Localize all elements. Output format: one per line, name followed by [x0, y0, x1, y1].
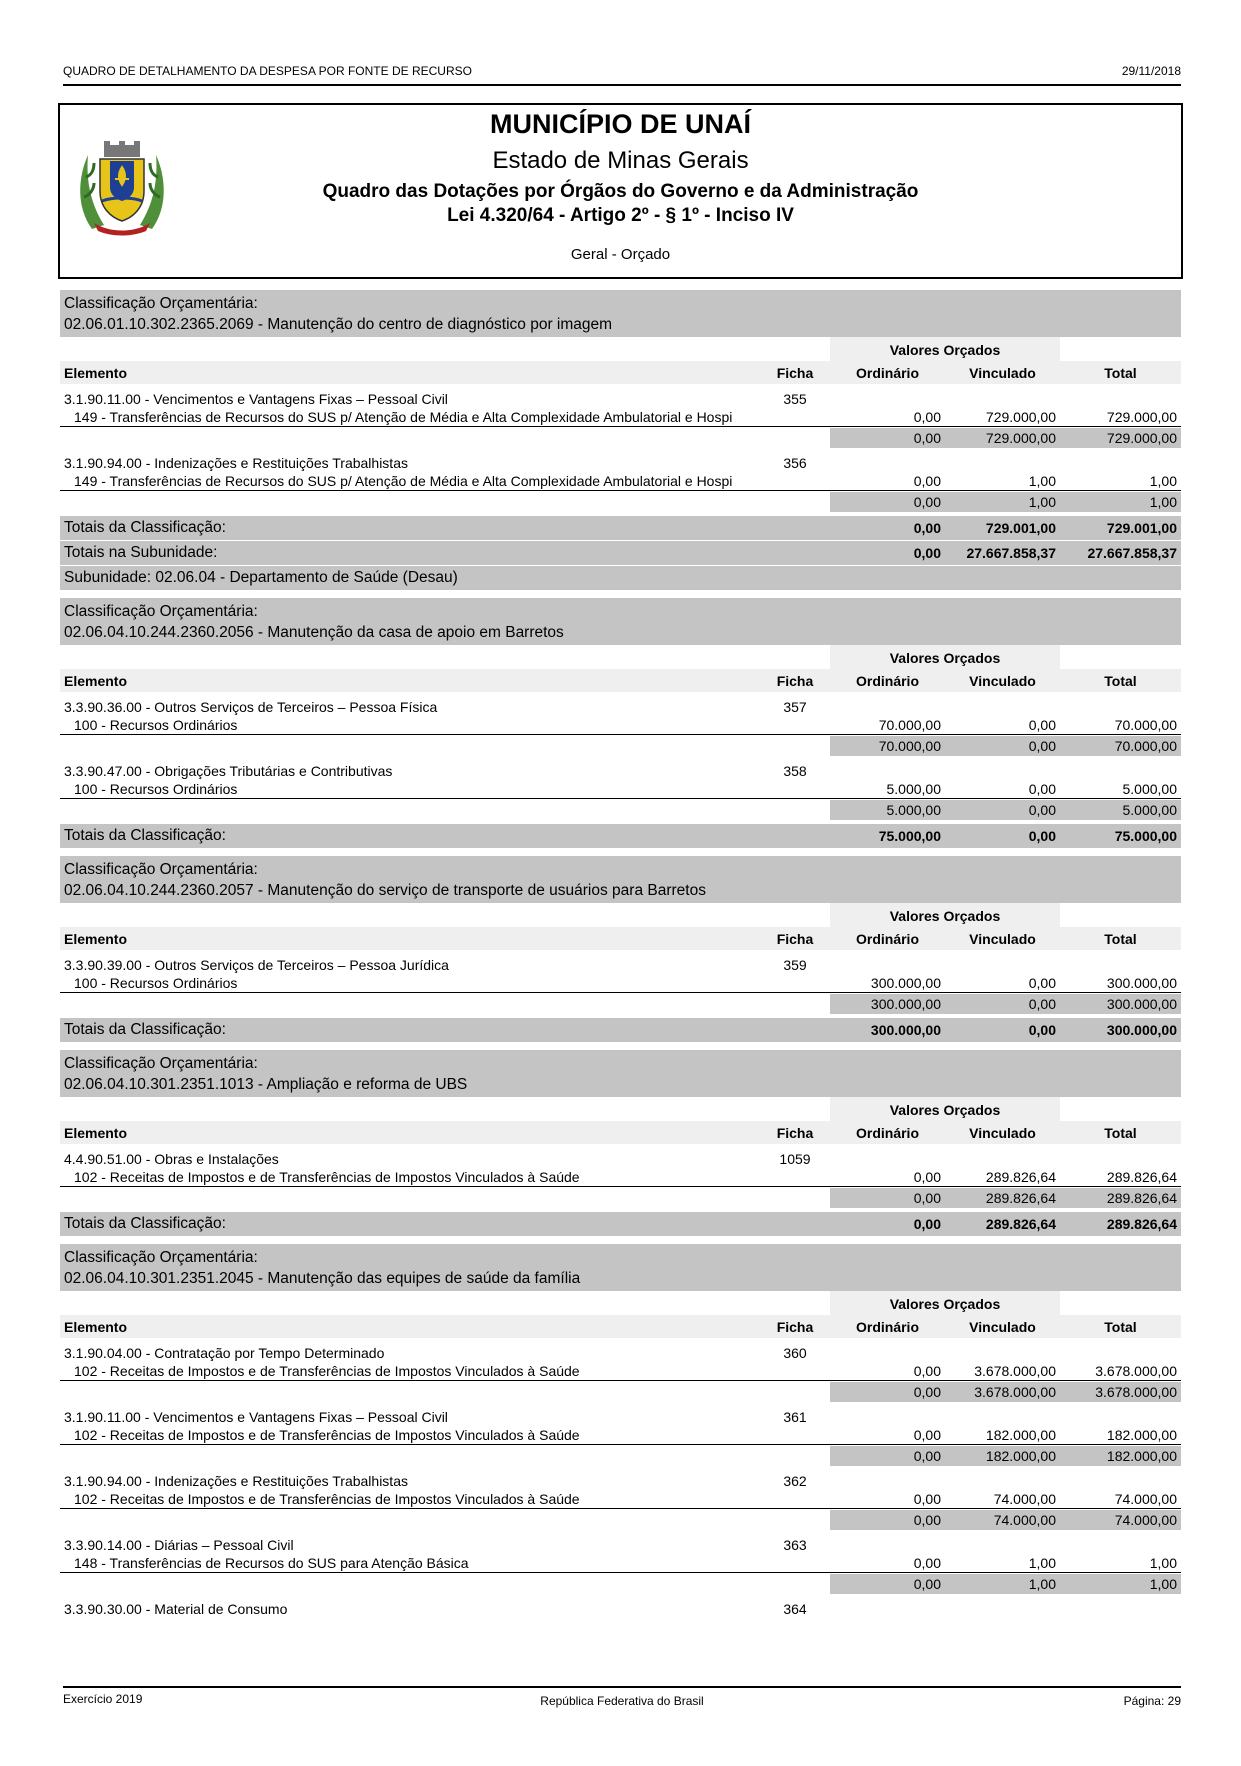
item-subtotal	[830, 1382, 1181, 1402]
values-header-row	[60, 645, 1181, 669]
values-header-row	[60, 903, 1181, 927]
expense-item	[60, 1338, 1181, 1402]
expense-source-row	[60, 407, 1181, 427]
column-ficha: Ficha	[776, 1124, 814, 1141]
expense-source-row	[60, 715, 1181, 735]
column-ordinario: Ordinário	[855, 1318, 919, 1335]
classification-header	[60, 1244, 1181, 1291]
expense-ficha: 363	[783, 1537, 807, 1553]
item-subtotal-row	[60, 799, 1181, 820]
item-subtotal	[830, 1188, 1181, 1208]
expense-item	[60, 756, 1181, 820]
subtotal-ordinario: 5.000,00	[886, 802, 941, 818]
classification-label: Classificação Orçamentária:	[64, 861, 258, 878]
expense-element: 3.3.90.36.00 - Outros Serviços de Terceiros – Pessoa Física	[64, 699, 438, 715]
totals-vinculado: 0,00	[1028, 1022, 1056, 1038]
classification-section	[60, 1244, 1181, 1617]
value-vinculado: 0,00	[1028, 975, 1056, 991]
expense-element-row	[60, 452, 1181, 471]
classification-totals-row	[60, 1018, 1181, 1042]
item-subtotal-row	[60, 427, 1181, 448]
subtotal-total: 3.678.000,00	[1095, 1384, 1177, 1400]
subunit-title: Subunidade: 02.06.04 - Departamento de Saúde (Desau)	[60, 566, 1181, 590]
subunit-vinculado: 27.667.858,37	[966, 545, 1056, 561]
subtotal-vinculado: 0,00	[1028, 802, 1056, 818]
expense-ficha: 1059	[779, 1151, 811, 1167]
expense-source: 102 - Receitas de Impostos e de Transferências de Impostos Vinculados à Saúde	[74, 1491, 580, 1507]
classification-header	[60, 598, 1181, 645]
item-subtotal-row	[60, 491, 1181, 512]
subtotal-total: 300.000,00	[1106, 996, 1177, 1012]
expense-source: 149 - Transferências de Recursos do SUS p/ Atenção de Média e Alta Complexidade Ambulatorial e Hospi	[74, 473, 733, 489]
subtotal-ordinario: 0,00	[913, 1384, 941, 1400]
expense-ficha: 359	[783, 957, 807, 973]
subtotal-vinculado: 289.826,64	[985, 1190, 1056, 1206]
item-subtotal-row	[60, 993, 1181, 1014]
expense-element: 3.3.90.39.00 - Outros Serviços de Terceiros – Pessoa Jurídica	[64, 957, 449, 973]
value-vinculado: 74.000,00	[993, 1491, 1056, 1507]
subtotal-ordinario: 0,00	[913, 1576, 941, 1592]
subtotal-ordinario: 70.000,00	[878, 738, 941, 754]
report-date: 29/11/2018	[1121, 64, 1181, 78]
expense-ficha: 357	[783, 699, 807, 715]
value-total: 3.678.000,00	[1095, 1363, 1177, 1379]
item-subtotal	[830, 994, 1181, 1014]
expense-element: 3.3.90.14.00 - Diárias – Pessoal Civil	[64, 1537, 294, 1553]
column-header-row	[60, 669, 1181, 692]
value-ordinario: 0,00	[913, 1169, 941, 1185]
totals-label: Totais da Classificação:	[64, 1215, 226, 1232]
value-vinculado: 3.678.000,00	[974, 1363, 1056, 1379]
classification-label: Classificação Orçamentária:	[64, 1055, 258, 1072]
expense-ficha: 361	[783, 1409, 807, 1425]
subtotal-total: 1,00	[1149, 1576, 1177, 1592]
classification-code: 02.06.04.10.244.2360.2057 - Manutenção do serviço de transporte de usuários para Barretos	[64, 882, 706, 899]
valores-orcados-label: Valores Orçados	[830, 1291, 1060, 1315]
totals-ordinario: 0,00	[913, 520, 941, 536]
report-subtitle: Quadro das Dotações por Órgãos do Governo e da Administração	[322, 181, 919, 202]
expense-element-row	[60, 1470, 1181, 1489]
value-vinculado: 289.826,64	[985, 1169, 1056, 1185]
item-subtotal-row	[60, 735, 1181, 756]
classification-section	[60, 290, 1181, 590]
spacer	[60, 491, 830, 512]
values-header-row	[60, 1097, 1181, 1121]
column-vinculado: Vinculado	[969, 930, 1036, 947]
expense-ficha: 355	[783, 391, 807, 407]
totals-label: Totais da Classificação:	[64, 1021, 226, 1038]
subtotal-ordinario: 0,00	[913, 494, 941, 510]
classification-label: Classificação Orçamentária:	[64, 1249, 258, 1266]
state-title: Estado de Minas Gerais	[492, 147, 749, 174]
expense-element-row	[60, 760, 1181, 779]
spacer	[60, 1573, 830, 1594]
expense-item	[60, 1402, 1181, 1466]
column-ficha: Ficha	[776, 930, 814, 947]
column-header-row	[60, 1315, 1181, 1338]
subtotal-ordinario: 0,00	[913, 1190, 941, 1206]
column-header-row	[60, 927, 1181, 950]
spacer	[60, 1291, 830, 1315]
expense-item	[60, 950, 1181, 1014]
value-total: 70.000,00	[1114, 717, 1177, 733]
spacer	[60, 1381, 830, 1402]
column-vinculado: Vinculado	[969, 364, 1036, 381]
column-vinculado: Vinculado	[969, 1124, 1036, 1141]
subtotal-ordinario: 0,00	[913, 1512, 941, 1528]
expense-source: 100 - Recursos Ordinários	[74, 781, 238, 797]
budget-content	[60, 290, 1181, 1617]
subtotal-total: 5.000,00	[1122, 802, 1177, 818]
spacer	[60, 645, 830, 669]
law-reference: Lei 4.320/64 - Artigo 2º - § 1º - Inciso IV	[447, 205, 794, 226]
expense-element: 3.1.90.11.00 - Vencimentos e Vantagens Fixas – Pessoal Civil	[64, 391, 448, 407]
spacer	[60, 993, 830, 1014]
column-vinculado: Vinculado	[969, 1318, 1036, 1335]
totals-vinculado: 0,00	[1028, 828, 1056, 844]
item-subtotal-row	[60, 1187, 1181, 1208]
expense-element-row	[60, 696, 1181, 715]
expense-source: 100 - Recursos Ordinários	[74, 717, 238, 733]
expense-element-row	[60, 1148, 1181, 1167]
subtotal-vinculado: 0,00	[1028, 738, 1056, 754]
expense-ficha: 360	[783, 1345, 807, 1361]
expense-element: 3.1.90.04.00 - Contratação por Tempo Determinado	[64, 1345, 385, 1361]
subtotal-total: 74.000,00	[1114, 1512, 1177, 1528]
totals-total: 300.000,00	[1106, 1022, 1177, 1038]
column-total: Total	[1104, 1318, 1137, 1335]
classification-code: 02.06.04.10.301.2351.2045 - Manutenção das equipes de saúde da família	[64, 1270, 581, 1287]
expense-source: 102 - Receitas de Impostos e de Transferências de Impostos Vinculados à Saúde	[74, 1427, 580, 1443]
subtotal-total: 729.000,00	[1106, 430, 1177, 446]
column-header-row	[60, 1121, 1181, 1144]
item-subtotal	[830, 736, 1181, 756]
expense-element: 3.1.90.11.00 - Vencimentos e Vantagens Fixas – Pessoal Civil	[64, 1409, 448, 1425]
value-ordinario: 0,00	[913, 1363, 941, 1379]
expense-ficha: 356	[783, 455, 807, 471]
subtotal-total: 289.826,64	[1106, 1190, 1177, 1206]
classification-totals-row	[60, 1212, 1181, 1236]
value-total: 182.000,00	[1106, 1427, 1177, 1443]
value-ordinario: 0,00	[913, 473, 941, 489]
expense-element: 3.3.90.30.00 - Material de Consumo	[64, 1601, 288, 1617]
column-elemento: Elemento	[64, 364, 128, 381]
subtotal-vinculado: 729.000,00	[985, 430, 1056, 446]
column-total: Total	[1104, 364, 1137, 381]
column-ficha: Ficha	[776, 672, 814, 689]
footer-republic: República Federativa do Brasil	[540, 1694, 704, 1708]
report-title: QUADRO DE DETALHAMENTO DA DESPESA POR FONTE DE RECURSO	[63, 64, 472, 78]
totals-ordinario: 300.000,00	[870, 1022, 941, 1038]
column-ficha: Ficha	[776, 1318, 814, 1335]
expense-item	[60, 1594, 1181, 1617]
column-vinculado: Vinculado	[969, 672, 1036, 689]
spacer	[60, 1445, 830, 1466]
subtotal-vinculado: 182.000,00	[985, 1448, 1056, 1464]
expense-ficha: 364	[783, 1601, 807, 1617]
value-vinculado: 1,00	[1028, 1555, 1056, 1571]
classification-header	[60, 1050, 1181, 1097]
totals-ordinario: 0,00	[913, 1216, 941, 1232]
classification-header	[60, 290, 1181, 337]
column-ordinario: Ordinário	[855, 1124, 919, 1141]
expense-element: 4.4.90.51.00 - Obras e Instalações	[64, 1151, 279, 1167]
value-total: 289.826,64	[1106, 1169, 1177, 1185]
classification-section	[60, 598, 1181, 848]
value-ordinario: 300.000,00	[870, 975, 941, 991]
page-top-bar	[63, 62, 1181, 86]
item-subtotal-row	[60, 1573, 1181, 1594]
subunit-totals-label: Totais na Subunidade:	[64, 544, 218, 561]
item-subtotal	[830, 1446, 1181, 1466]
expense-element-row	[60, 1534, 1181, 1553]
expense-source: 149 - Transferências de Recursos do SUS p/ Atenção de Média e Alta Complexidade Ambulatorial e Hospi	[74, 409, 733, 425]
classification-section	[60, 1050, 1181, 1236]
subtotal-total: 70.000,00	[1114, 738, 1177, 754]
expense-item	[60, 1144, 1181, 1208]
column-header-row	[60, 361, 1181, 384]
classification-section	[60, 856, 1181, 1042]
classification-label: Classificação Orçamentária:	[64, 295, 258, 312]
value-total: 5.000,00	[1122, 781, 1177, 797]
column-ordinario: Ordinário	[855, 364, 919, 381]
expense-source-row	[60, 973, 1181, 993]
value-ordinario: 0,00	[913, 409, 941, 425]
spacer	[60, 1187, 830, 1208]
column-total: Total	[1104, 672, 1137, 689]
expense-source-row	[60, 1489, 1181, 1509]
values-header-row	[60, 337, 1181, 361]
expense-source: 102 - Receitas de Impostos e de Transferências de Impostos Vinculados à Saúde	[74, 1363, 580, 1379]
column-ordinario: Ordinário	[855, 672, 919, 689]
totals-total: 729.001,00	[1106, 520, 1177, 536]
subtotal-ordinario: 0,00	[913, 430, 941, 446]
item-subtotal	[830, 428, 1181, 448]
value-ordinario: 0,00	[913, 1555, 941, 1571]
values-header-row	[60, 1291, 1181, 1315]
valores-orcados-label: Valores Orçados	[830, 337, 1060, 361]
item-subtotal-row	[60, 1381, 1181, 1402]
subunit-total: 27.667.858,37	[1087, 545, 1177, 561]
subtotal-vinculado: 0,00	[1028, 996, 1056, 1012]
value-total: 729.000,00	[1106, 409, 1177, 425]
value-vinculado: 1,00	[1028, 473, 1056, 489]
expense-source-row	[60, 1167, 1181, 1187]
expense-item	[60, 692, 1181, 756]
column-ficha: Ficha	[776, 364, 814, 381]
report-mode: Geral - Orçado	[570, 246, 671, 263]
totals-label: Totais da Classificação:	[64, 519, 226, 536]
item-subtotal	[830, 1510, 1181, 1530]
value-vinculado: 0,00	[1028, 717, 1056, 733]
subtotal-ordinario: 300.000,00	[870, 996, 941, 1012]
document-header	[58, 103, 1183, 279]
value-total: 1,00	[1149, 473, 1177, 489]
column-elemento: Elemento	[64, 672, 128, 689]
expense-element-row	[60, 1406, 1181, 1425]
totals-ordinario: 75.000,00	[878, 828, 941, 844]
totals-total: 75.000,00	[1114, 828, 1177, 844]
expense-source-row	[60, 1361, 1181, 1381]
classification-totals-row	[60, 824, 1181, 848]
classification-totals-row	[60, 516, 1181, 540]
value-total: 300.000,00	[1106, 975, 1177, 991]
totals-vinculado: 289.826,64	[985, 1216, 1056, 1232]
expense-element: 3.1.90.94.00 - Indenizações e Restituições Trabalhistas	[64, 455, 408, 471]
expense-source: 148 - Transferências de Recursos do SUS para Atenção Básica	[74, 1555, 469, 1571]
item-subtotal-row	[60, 1445, 1181, 1466]
spacer	[60, 799, 830, 820]
spacer	[60, 1509, 830, 1530]
classification-header	[60, 856, 1181, 903]
column-elemento: Elemento	[64, 1318, 128, 1335]
column-total: Total	[1104, 1124, 1137, 1141]
item-subtotal	[830, 1574, 1181, 1594]
classification-code: 02.06.04.10.301.2351.1013 - Ampliação e reforma de UBS	[64, 1076, 468, 1093]
subunit-totals-row	[60, 541, 1181, 565]
subunit-ordinario: 0,00	[913, 545, 941, 561]
spacer	[60, 1097, 830, 1121]
column-elemento: Elemento	[64, 1124, 128, 1141]
spacer	[60, 735, 830, 756]
spacer	[60, 427, 830, 448]
value-ordinario: 0,00	[913, 1427, 941, 1443]
column-elemento: Elemento	[64, 930, 128, 947]
value-vinculado: 182.000,00	[985, 1427, 1056, 1443]
spacer	[60, 903, 830, 927]
expense-item	[60, 384, 1181, 448]
value-vinculado: 729.000,00	[985, 409, 1056, 425]
item-subtotal-row	[60, 1509, 1181, 1530]
footer-exercise: Exercício 2019	[63, 1692, 143, 1706]
expense-source: 100 - Recursos Ordinários	[74, 975, 238, 991]
page-footer	[63, 1686, 1181, 1710]
expense-source: 102 - Receitas de Impostos e de Transferências de Impostos Vinculados à Saúde	[74, 1169, 580, 1185]
totals-label: Totais da Classificação:	[64, 827, 226, 844]
value-total: 74.000,00	[1114, 1491, 1177, 1507]
value-total: 1,00	[1149, 1555, 1177, 1571]
item-subtotal	[830, 492, 1181, 512]
valores-orcados-label: Valores Orçados	[830, 903, 1060, 927]
expense-element: 3.3.90.47.00 - Obrigações Tributárias e Contributivas	[64, 763, 393, 779]
value-vinculado: 0,00	[1028, 781, 1056, 797]
spacer	[60, 337, 830, 361]
expense-element-row	[60, 1342, 1181, 1361]
expense-element-row	[60, 1598, 1181, 1617]
expense-item	[60, 1530, 1181, 1594]
expense-element-row	[60, 954, 1181, 973]
subtotal-vinculado: 1,00	[1028, 1576, 1056, 1592]
subtotal-vinculado: 1,00	[1028, 494, 1056, 510]
totals-vinculado: 729.001,00	[985, 520, 1056, 536]
expense-element-row	[60, 388, 1181, 407]
subtotal-total: 182.000,00	[1106, 1448, 1177, 1464]
footer-page-number: Página: 29	[1123, 1694, 1181, 1708]
item-subtotal	[830, 800, 1181, 820]
expense-item	[60, 1466, 1181, 1530]
subtotal-total: 1,00	[1149, 494, 1177, 510]
classification-code: 02.06.01.10.302.2365.2069 - Manutenção do centro de diagnóstico por imagem	[64, 316, 613, 333]
totals-total: 289.826,64	[1106, 1216, 1177, 1232]
valores-orcados-label: Valores Orçados	[830, 1097, 1060, 1121]
expense-source-row	[60, 471, 1181, 491]
column-ordinario: Ordinário	[855, 930, 919, 947]
municipality-title: MUNICÍPIO DE UNAÍ	[489, 109, 751, 139]
classification-label: Classificação Orçamentária:	[64, 603, 258, 620]
column-total: Total	[1104, 930, 1137, 947]
valores-orcados-label: Valores Orçados	[830, 645, 1060, 669]
expense-source-row	[60, 779, 1181, 799]
subtotal-vinculado: 74.000,00	[993, 1512, 1056, 1528]
expense-ficha: 362	[783, 1473, 807, 1489]
value-ordinario: 5.000,00	[886, 781, 941, 797]
expense-ficha: 358	[783, 763, 807, 779]
expense-item	[60, 448, 1181, 512]
value-ordinario: 70.000,00	[878, 717, 941, 733]
subtotal-vinculado: 3.678.000,00	[974, 1384, 1056, 1400]
expense-source-row	[60, 1425, 1181, 1445]
subtotal-ordinario: 0,00	[913, 1448, 941, 1464]
expense-element: 3.1.90.94.00 - Indenizações e Restituições Trabalhistas	[64, 1473, 408, 1489]
classification-code: 02.06.04.10.244.2360.2056 - Manutenção da casa de apoio em Barretos	[64, 624, 564, 641]
expense-source-row	[60, 1553, 1181, 1573]
value-ordinario: 0,00	[913, 1491, 941, 1507]
